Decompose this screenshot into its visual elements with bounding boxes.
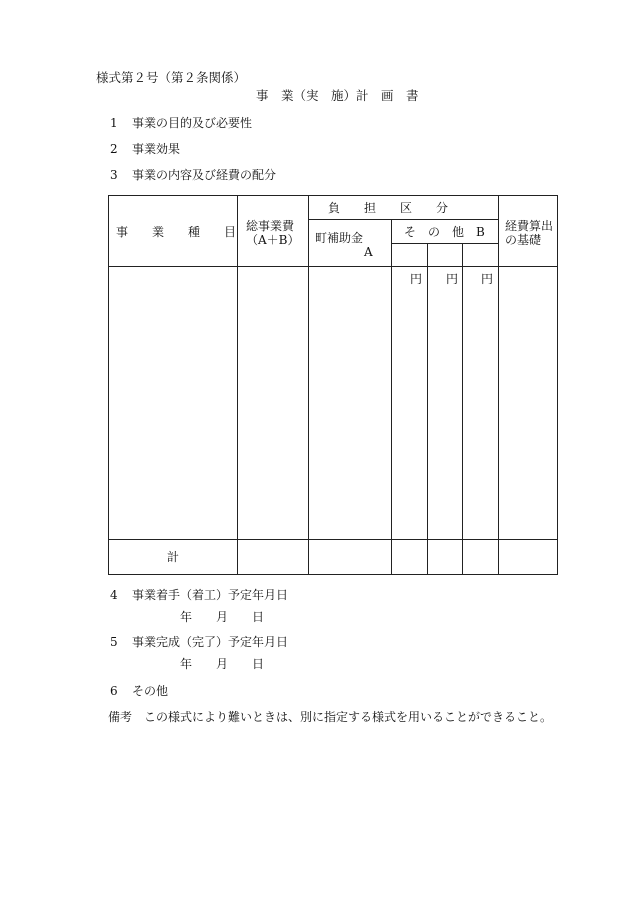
item-number: 1: [110, 116, 118, 130]
document-title: 事 業（実 施）計 画 書: [256, 88, 419, 103]
item-number: 5: [110, 635, 118, 649]
header-cost-basis: 経費算出: [505, 219, 554, 233]
item-other: [110, 685, 168, 697]
item-label: 事業の目的及び必要性: [132, 116, 253, 130]
item-label: 事業完成（完了）予定年月日: [132, 635, 289, 649]
header-cost-basis-2: の基礎: [505, 233, 542, 247]
unit-yen-2: 円: [446, 272, 459, 286]
remarks-note: 備考 この様式により難いときは、別に指定する様式を用いることができること。: [108, 710, 553, 724]
item-start-date: [110, 589, 288, 601]
item-completion-date: [110, 636, 288, 648]
item-number: 2: [110, 142, 118, 156]
completion-date-placeholder: 年 月 日: [180, 657, 265, 671]
header-town-subsidy: 町補助金: [315, 231, 364, 245]
item-label: 事業の内容及び経費の配分: [132, 168, 277, 182]
item-number: 3: [110, 168, 118, 182]
header-burden-division: 負 担 区 分: [328, 201, 449, 215]
item-label: 事業着手（着工）予定年月日: [132, 588, 289, 602]
item-label: 事業効果: [132, 142, 181, 156]
item-label: その他: [132, 684, 169, 698]
unit-yen-3: 円: [481, 272, 494, 286]
total-row-label: 計: [167, 550, 180, 564]
item-number: 4: [110, 588, 118, 602]
item-number: 6: [110, 684, 118, 698]
header-total-formula: （A＋B）: [246, 233, 300, 247]
header-total-cost: 総事業費: [246, 219, 295, 233]
header-project-type: 事 業 種 目: [116, 225, 237, 239]
form-number-label: 様式第２号（第２条関係）: [96, 70, 247, 85]
header-town-subsidy-a: A: [364, 245, 373, 259]
start-date-placeholder: 年 月 日: [180, 610, 265, 624]
header-other-b: そ の 他 B: [404, 225, 485, 239]
unit-yen-1: 円: [410, 272, 423, 286]
